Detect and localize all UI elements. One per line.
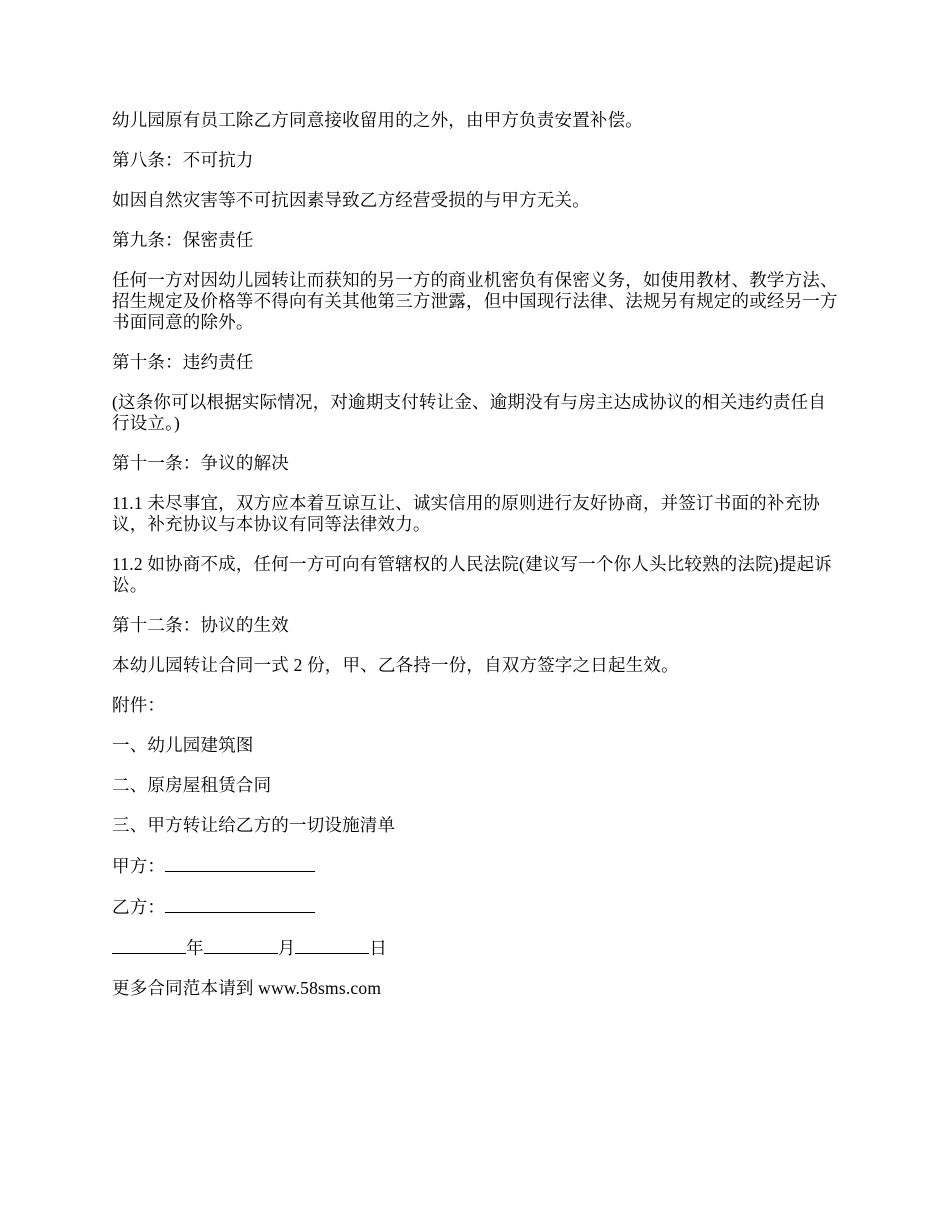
month-label: 月 — [277, 938, 296, 958]
month-blank — [204, 937, 278, 954]
paragraph-clause-11-1: 11.1 未尽事宜，双方应本着互谅互让、诚实信用的原则进行友好协商，并签订书面的补充协议，补充协议与本协议有同等法律效力。 — [112, 493, 820, 534]
attachments-heading: 附件： — [112, 695, 166, 715]
year-label: 年 — [186, 938, 204, 958]
paragraph-clause-11-2: 11.2 如协商不成，任何一方可向有管辖权的人民法院(建议写一个你人头比较熟的法院)提起诉讼。 — [112, 554, 833, 595]
day-label: 日 — [369, 938, 388, 958]
attachment-item-3: 三、甲方转让给乙方的一切设施清单 — [112, 815, 396, 835]
paragraph-confidentiality: 任何一方对因幼儿园转让而获知的另一方的商业机密负有保密义务，如使用教材、教学方法、招生规定及价格等不得向有关其他第三方泄露，但中国现行法律、法规另有规定的或经另一方书面同意的除外。 — [112, 270, 838, 332]
signature-line-party-b — [112, 896, 842, 918]
day-blank — [295, 937, 369, 954]
party-b-label: 乙方： — [112, 897, 166, 917]
heading-article-8: 第八条：不可抗力 — [112, 150, 254, 170]
party-a-signature-blank — [165, 855, 315, 872]
signature-line-party-a — [112, 855, 842, 877]
paragraph-force-majeure: 如因自然灾害等不可抗因素导致乙方经营受损的与甲方无关。 — [112, 190, 590, 210]
year-blank — [112, 937, 186, 954]
paragraph-effectiveness: 本幼儿园转让合同一式 2 份，甲、乙各持一份，自双方签字之日起生效。 — [112, 655, 679, 675]
party-b-signature-blank — [165, 896, 315, 913]
heading-article-12: 第十二条：协议的生效 — [112, 615, 289, 635]
signature-date-line — [112, 937, 842, 959]
heading-article-9: 第九条：保密责任 — [112, 230, 254, 250]
heading-article-10: 第十条：违约责任 — [112, 352, 254, 372]
attachment-item-2: 二、原房屋租赁合同 — [112, 775, 272, 795]
paragraph-staff-placement: 幼儿园原有员工除乙方同意接收留用的之外，由甲方负责安置补偿。 — [112, 110, 643, 130]
attachment-item-1: 一、幼儿园建筑图 — [112, 735, 254, 755]
footer-link-text: 更多合同范本请到 www.58sms.com — [112, 978, 382, 998]
party-a-label: 甲方： — [112, 856, 166, 876]
heading-article-11: 第十一条：争议的解决 — [112, 453, 289, 473]
paragraph-breach-note: (这条你可以根据实际情况，对逾期支付转让金、逾期没有与房主达成协议的相关违约责任自行设立。) — [112, 392, 827, 433]
document-body — [112, 110, 842, 999]
